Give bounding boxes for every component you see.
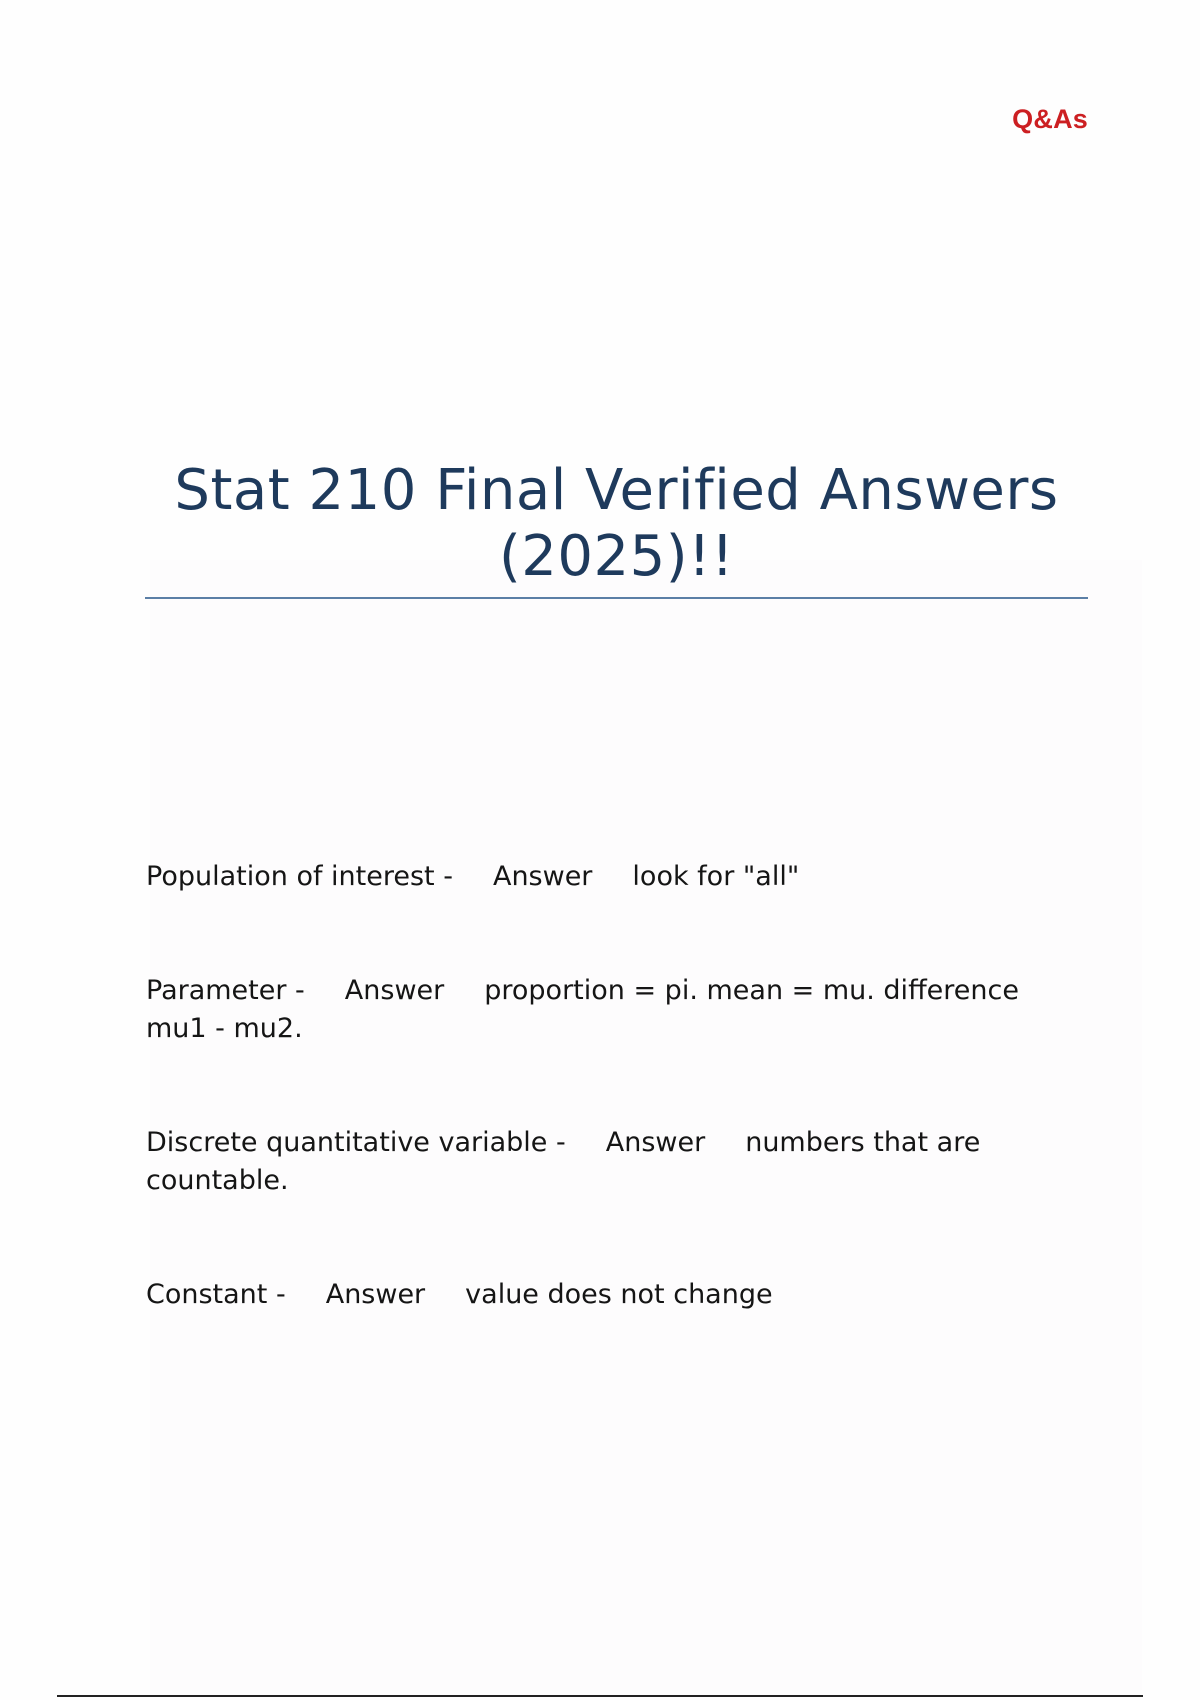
- qa-answer: value does not change: [465, 1279, 773, 1310]
- document-title-line-2: (2025)!!: [498, 524, 735, 589]
- qa-item: [146, 972, 1086, 1048]
- qa-answer: proportion = pi. mean = mu. difference mu1 - mu2.: [146, 975, 1028, 1044]
- footer-divider: [57, 1695, 1143, 1697]
- qa-answer-label: Answer: [605, 1127, 706, 1158]
- qa-term: Population of interest -: [146, 861, 453, 892]
- header-tag: Q&As: [1012, 104, 1088, 134]
- qa-answer-label: Answer: [492, 861, 593, 892]
- qa-term: Parameter -: [146, 975, 305, 1006]
- qa-term: Constant -: [146, 1279, 286, 1310]
- document-title-line-1: Stat 210 Final Verified Answers: [174, 458, 1059, 523]
- qa-list: [146, 858, 1086, 1390]
- title-block: [145, 458, 1088, 590]
- qa-answer: look for "all": [632, 861, 800, 892]
- qa-item: [146, 1276, 1086, 1314]
- qa-item: [146, 858, 1086, 896]
- qa-item: [146, 1124, 1086, 1200]
- qa-answer-label: Answer: [344, 975, 445, 1006]
- qa-answer: numbers that are countable.: [146, 1127, 989, 1196]
- qa-answer-label: Answer: [325, 1279, 426, 1310]
- title-divider: [145, 597, 1088, 599]
- qa-term: Discrete quantitative variable -: [146, 1127, 566, 1158]
